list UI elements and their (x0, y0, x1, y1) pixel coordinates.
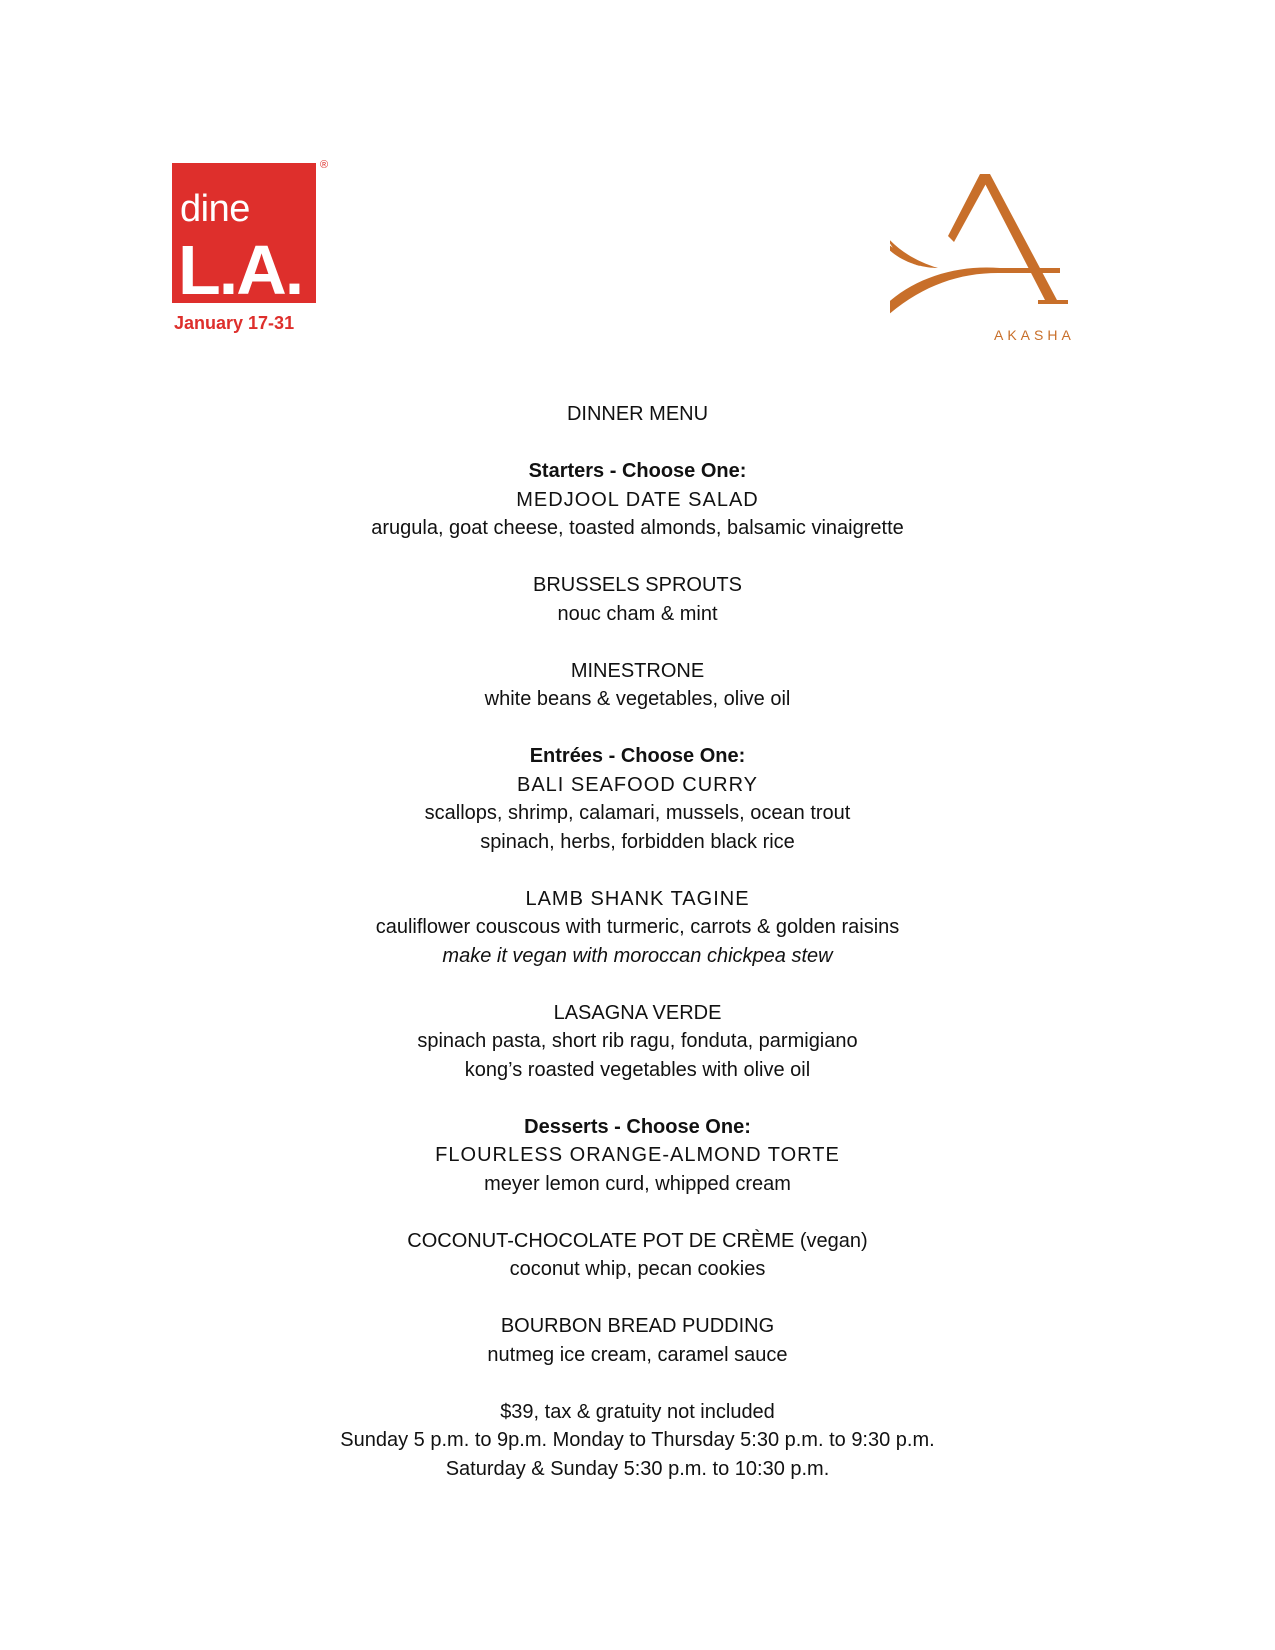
registered-mark: ® (320, 159, 329, 171)
dish-description: spinach pasta, short rib ragu, fonduta, parmigiano (417, 1030, 858, 1052)
dish-name: BALI SEAFOOD CURRY (516, 773, 759, 796)
hours-line: Sunday 5 p.m. to 9p.m. Monday to Thursday 5:30 p.m. to 9:30 p.m. (340, 1429, 935, 1451)
price-line: $39, tax & gratuity not included (500, 1400, 775, 1423)
dish-name: LAMB SHANK TAGINE (525, 887, 750, 910)
dish-name: MINESTRONE (570, 659, 705, 682)
akasha-logo (890, 172, 1110, 352)
menu-title: DINNER MENU (566, 403, 709, 425)
dish-description: kong’s roasted vegetables with olive oil (464, 1058, 811, 1081)
dinela-logo-box (172, 163, 316, 303)
section-heading-starters: Starters - Choose One: (528, 460, 747, 482)
dinela-logo (172, 160, 344, 340)
dish-description: spinach, herbs, forbidden black rice (480, 830, 795, 853)
section-heading-entrees: Entrées - Choose One: (529, 745, 746, 767)
dish-name: MEDJOOL DATE SALAD (516, 488, 759, 511)
akasha-logo-mark (890, 172, 1110, 332)
dish-description: nouc cham & mint (557, 602, 718, 625)
dish-description: scallops, shrimp, calamari, mussels, ocean trout (424, 802, 851, 824)
dinela-logo-city: L.A. (178, 231, 303, 303)
dish-name: LASAGNA VERDE (553, 1001, 722, 1024)
dish-name: FLOURLESS ORANGE-ALMOND TORTE (435, 1144, 840, 1166)
dinner-menu (0, 400, 1275, 1483)
dinela-logo-word: dine (180, 188, 250, 230)
dish-description: white beans & vegetables, olive oil (484, 688, 791, 710)
hours-line: Saturday & Sunday 5:30 p.m. to 10:30 p.m. (445, 1457, 830, 1480)
dish-note: make it vegan with moroccan chickpea stew (442, 944, 833, 967)
dish-name: COCONUT-CHOCOLATE POT DE CRÈME (vegan) (407, 1229, 868, 1252)
dish-description: nutmeg ice cream, caramel sauce (487, 1343, 788, 1366)
dish-name: BOURBON BREAD PUDDING (500, 1315, 775, 1337)
dish-description: arugula, goat cheese, toasted almonds, balsamic vinaigrette (371, 517, 904, 539)
dish-description: coconut whip, pecan cookies (509, 1258, 766, 1280)
section-heading-desserts: Desserts - Choose One: (524, 1115, 751, 1138)
dish-name: BRUSSELS SPROUTS (533, 574, 742, 596)
dish-description: cauliflower couscous with turmeric, carrots & golden raisins (375, 916, 900, 938)
dinela-logo-dates: January 17-31 (174, 313, 295, 333)
dish-description: meyer lemon curd, whipped cream (484, 1172, 791, 1195)
akasha-logo-name: AKASHA (994, 327, 1075, 343)
